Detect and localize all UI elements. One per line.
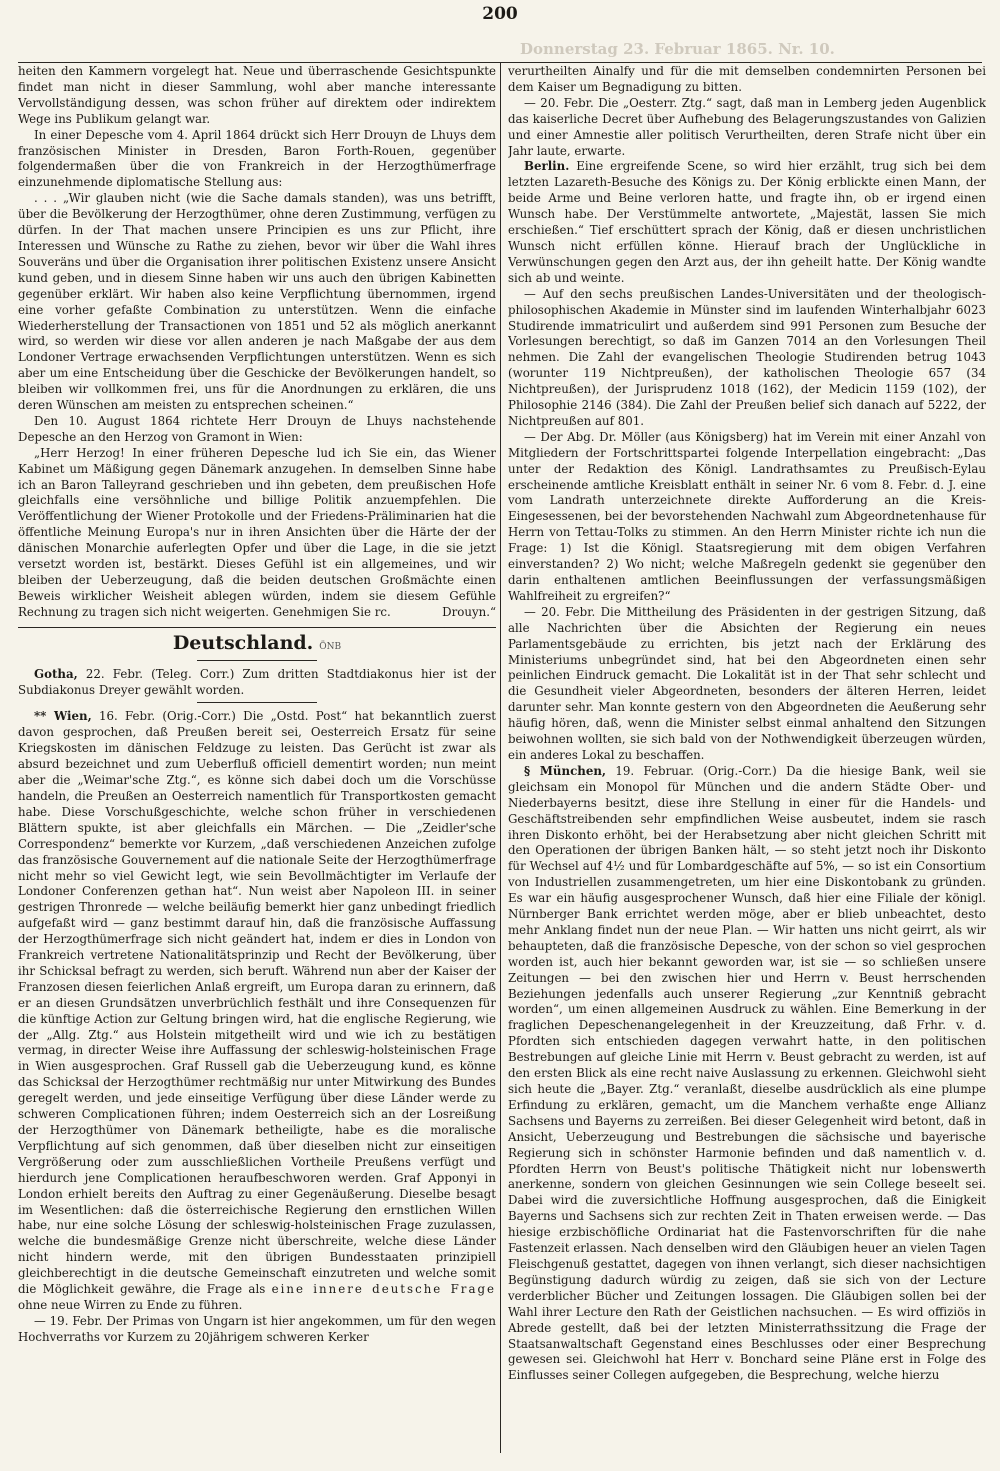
section-title: Deutschland. bbox=[172, 631, 314, 654]
article-paragraph: verurtheilten Ainalfy und für die mit demselben condemnirten Personen bei dem Kaiser um Begnadigung zu bitten. bbox=[508, 64, 986, 94]
article-paragraph: In einer Depesche vom 4. April 1864 drückt sich Herr Drouyn de Lhuys dem französischen Minister in Dresden, Baron Forth-Rouen, gegenüber folgendermaßen über die von Frankreich in der Herzogthümerfrage einzunehmende diplomatische Stellung aus: bbox=[18, 127, 496, 190]
left-column bbox=[18, 64, 496, 1457]
library-stamp: ÖNB bbox=[319, 641, 342, 652]
article-paragraph: Den 10. August 1864 richtete Herr Drouyn de Lhuys nachstehende Depesche an den Herzog von Gramont in Wien: bbox=[18, 413, 496, 444]
section-divider bbox=[18, 627, 496, 628]
dateline: ** Wien, bbox=[34, 709, 92, 724]
news-item bbox=[508, 159, 986, 286]
bleed-through-header: Donnerstag 23. Februar 1865. Nr. 10. bbox=[520, 40, 835, 58]
dispatch-text: „Herr Herzog! In einer früheren Depesche lud ich Sie ein, das Wiener Kabinet um Mäßigung gegen Dänemark anzugehen. In demselben Sinne habe ich an Baron Talleyrand geschrieben und ihn gebeten, dem preußischen Hofe gleichfalls eine versöhnliche und billige Politik anzuempfehlen. Die Veröffentlichung der Wiener Protokolle und der Friedens-Präliminarien hat die öffentliche Meinung Europa's nur in ihren Ansichten über die Härte der der dänischen Monarchie auferlegten Opfer und über die Lage, in die sie jetzt versetzt worden ist, bestärkt. Dieses Gefühl ist ein allgemeines, und wir bleiben der Ueberzeugung, daß die beiden deutschen Großmächte einen Beweis wirklicher Weisheit ablegen würden, indem sie diesem Gefühle Rechnung zu tragen sich nicht weigerten. Genehmigen Sie rc. bbox=[18, 445, 496, 619]
news-item: — 19. Febr. Der Primas von Ungarn ist hier angekommen, um für den wegen Hochverraths vor Kurzem zu 20jährigem schweren Kerker bbox=[18, 1313, 496, 1344]
column-divider bbox=[500, 62, 501, 1453]
dispatch-signature: Drouyn.“ bbox=[442, 604, 496, 619]
news-text: ohne neue Wirren zu Ende zu führen. bbox=[18, 1297, 243, 1312]
news-item bbox=[18, 667, 496, 699]
dispatch-quote bbox=[18, 446, 496, 621]
news-text: 16. Febr. (Orig.-Corr.) Die „Ostd. Post“ hat bekanntlich zuerst davon gesprochen, daß Preußen bereit sei, Oesterreich Ersatz für seine Kriegskosten im dänischen Feldzuge zu leisten. Das Gerücht ist zwar als absurd bezeichnet und zum Ueberfluß officiell dementirt worden; nun meint aber die „Weimar'sche Ztg.“, es könne sich dabei doch um die Vorschüsse handeln, die Preußen an Oesterreich namentlich für Transportkosten gemacht habe. Diese Vorschußgeschichte, welche schon früher in verschiedenen Blättern spukte, ist aber gleichfalls ein Märchen. — Die „Zeidler'sche Correspondenz“ bemerkte vor Kurzem, „daß verschiedenen Anzeichen zufolge das französische Gouvernement auf die nationale Seite der Herzogthümerfrage nicht mehr so viel Gewicht legt, wie sein Bevollmächtigter im Verlaufe der Londoner Conferenzen gethan hat“. Nun weist aber Napoleon III. in seiner gestrigen Thronrede — welche beiläufig bemerkt hier ganz unbedingt friedlich aufgefaßt wird — ganz bestimmt darauf hin, daß die französische Auffassung der Herzogthümerfrage sich nicht geändert hat, indem er dies in London von Frankreich vertretene Nationalitätsprinzip und Recht der Bevölkerung, über ihr Schicksal befragt zu werden, sich beruft. Während nun aber der Kaiser der Franzosen diesen feierlichen Anlaß ergreift, um Europa daran zu erinnern, daß er an diesen Grundsätzen unverbrüchlich festhält und ihre Consequenzen für die künftige Action zur Geltung bringen wird, hat die englische Regierung, wie der „Allg. Ztg.“ aus Holstein mitgetheilt wird und wie ich zu bestätigen vermag, in directer Weise ihre Auffassung der schleswig-holsteinischen Frage in Wien ausgesprochen. Graf Russell gab die Ueberzeugung kund, es könne das Schicksal der Herzogthümer rechtmäßig nur unter Mitwirkung des Bundes geregelt werden, und jede einseitige Verfügung über diese Länder werde zu schweren Complicationen führen; indem Oesterreich sich an der Losreißung der Herzogthümer von Dänemark betheiligte, habe es die moralische Verpflichtung auf sich genommen, daß über dieselben nicht zur einseitigen Vergrößerung oder zum ausschließlichen Vortheile Preußens verfügt und hierdurch jene Complicationen heraufbeschworen werden. Graf Apponyi in London erhielt bereits den Auftrag zu einer Gegenäußerung. Dieselbe besagt im Wesentlichen: daß die österreichische Regierung den ernstlichen Willen habe, nur eine solche Lösung der schleswig-holsteinischen Frage zuzulassen, welche die bundesmäßige Grenze nicht überschreite, welche diese Länder nicht hindern werde, mit den übrigen Bundesstaaten prinzipiell gleichberechtigt in die deutsche Gemeinschaft einzutreten und welche somit die Möglichkeit gewähre, die Frage als bbox=[18, 709, 496, 1297]
section-heading bbox=[18, 631, 496, 656]
dispatch-quote: . . . „Wir glauben nicht (wie die Sache damals standen), was uns betrifft, über die Bevölkerung der Herzogthümer, ohne deren Zustimmung, verfügen zu dürfen. In der That machen unsere Principien es uns zur Pflicht, ihre Interessen und Wünsche zu Rathe zu ziehen, bevor wir über die Wahl ihres Souveräns und über die Organisation ihrer politischen Existenz unsere Ansicht kund geben, und in diesem Sinne haben wir uns auch den übrigen Kabinetten gegenüber erklärt. Wir haben also keine Verpflichtung übernommen, irgend eine vorher gefaßte Combination zu unterstützen. Wenn die einfache Wiederherstellung der Transactionen von 1851 und 52 als möglich anerkannt wird, so werden wir diese vor allen anderen je nach Maßgabe der aus dem Londoner Vertrage erwachsenden Verpflichtungen unterstützen. Wenn es sich aber um eine Entscheidung über die Geschicke der Bevölkerungen handelt, so bleiben wir vollkommen frei, uns für die Anordnungen zu erklären, die uns deren Wünschen am meisten zu entsprechen scheinen.“ bbox=[18, 191, 496, 413]
news-item bbox=[18, 709, 496, 1313]
right-column bbox=[508, 64, 986, 1457]
article-paragraph: heiten den Kammern vorgelegt hat. Neue und überraschende Gesichtspunkte findet man nicht in dieser Sammlung, wohl aber manche interessante Vervollständigung dessen, was schon früher auf direktem oder indirektem Wege ins Publikum gelangt war. bbox=[18, 64, 496, 126]
dateline: Gotha, bbox=[34, 666, 78, 681]
section-divider bbox=[197, 660, 317, 661]
news-text: 19. Februar. (Orig.-Corr.) Da die hiesige Bank, weil sie gleichsam ein Monopol für München und die andern Städte Ober- und Niederbayerns besitzt, diese ihre Stellung in einer für die Handels- und Geschäftstreibenden sehr empfindlichen Weise ausbeutet, indem sie rasch ihren Diskonto erhöht, bei der Herabsetzung aber nicht gleichen Schritt mit den Operationen der übrigen Banken hält, — so steht jetzt noch ihr Diskonto für Wechsel auf 4½ und für Lombardgeschäfte auf 5%, — so ist ein Consortium von Industriellen zusammengetreten, um hier eine Diskontobank zu gründen. Es war ein häufig ausgesprochener Wunsch, daß hier eine Filiale der königl. Nürnberger Bank errichtet werden möge, aber er blieb unbeachtet, desto mehr Anklang findet nun der neue Plan. — Wir hatten uns nicht geirrt, als wir behaupteten, daß die französische Depesche, von der schon so viel gesprochen worden ist, auch hier bekannt geworden war, ist sie — so schließen unsere Zeitungen — bei den zwischen hier und Herrn v. Beust herrschenden Beziehungen jedenfalls auch unserer Regierung „zur Kenntniß gebracht worden“, um einen allgemeinen Ausdruck zu wählen. Eine Bemerkung in der fraglichen Depeschenangelegenheit in der Kreuzzeitung, daß Frhr. v. d. Pfordten sich entschieden dagegen verwahrt hatte, in den politischen Bestrebungen auf gleiche Linie mit Herrn v. Beust gebracht zu werden, ist auf den ersten Blick als eine recht naive Auslassung zu erkennen. Gleichwohl sieht sich heute die „Bayer. Ztg.“ veranlaßt, dieselbe ausdrücklich als eine plumpe Erfindung zu erklären, gemacht, um die Manchem verhaßte enge Allianz Sachsens und Bayerns zu zerreißen. Bei dieser Gelegenheit wird betont, daß in Ansicht, Ueberzeugung und Bestrebungen die sächsische und bayerische Regierung sich in schönster Harmonie befinden und daß namentlich v. d. Pfordten Herrn von Beust's politische Thätigkeit nicht nur lobenswerth anerkenne, sondern von gleichen Gesinnungen wie sein College beseelt sei. Dabei wird die zuversichtliche Hoffnung ausgesprochen, daß die Einigkeit Bayerns und Sachsens sich zur rechten Zeit in Thaten erweisen werde. — Das hiesige erzbischöfliche Ordinariat hat die Fastenvorschriften für die nahe Fastenzeit erlassen. Nach denselben wird den Gläubigen heuer an vielen Tagen Fleischgenuß gestattet, dagegen von ihnen verlangt, sich dieser nachsichtigen Begünstigung dadurch würdig zu zeigen, daß sie sich von der Lecture verderblicher Bücher und Zeitungen lossagen. Die Gläubigen sollen bei der Wahl ihrer Lecture den Rath der Geistlichen nachsuchen. — Es wird offiziös in Abrede gestellt, daß bei der letzten Ministerrathssitzung die Frage der Staatsanwaltschaft Gegenstand eines Beschlusses oder einer Besprechung gewesen sei. Gleichwohl hat Herr v. Bonchard seine Pläne erst in Folge des Einflusses seiner Collegen aufgegeben, die Besprechung, welche hierzu bbox=[508, 763, 986, 1383]
news-item: — 20. Febr. Die Mittheilung des Präsidenten in der gestrigen Sitzung, daß alle Nachrichten über die Absichten der Regierung ein neues Parlamentsgebäude zu errichten, bis jetzt nach der Erklärung des Ministeriums unbegründet sind, hat bei den Abgeordneten einen sehr peinlichen Eindruck gemacht. Die Lokalität ist in der That sehr schlecht und die Gesundheit vieler Abgeordneten, besonders der älteren Herren, leidet darunter sehr. Man konnte gestern von den Abgeordneten die Aeußerung sehr häufig hören, daß, wenn die Minister selbst einmal anhaltend den Sitzungen beiwohnen wollten, sie sich bald von der Nothwendigkeit überzeugen würden, ein anderes Lokal zu beschaffen. bbox=[508, 604, 986, 762]
news-item: — Der Abg. Dr. Möller (aus Königsberg) hat im Verein mit einer Anzahl von Mitgliedern der Fortschrittspartei folgende Interpellation eingebracht: „Das unter der Redaktion des Königl. Landrathsamtes zu Preußisch-Eylau erscheinende amtliche Kreisblatt enthält in seiner Nr. 6 vom 8. Febr. d. J. eine vom Landrath unterzeichnete direkte Aufforderung an die Kreis-Eingesessenen, bei der bevorstehenden Nachwahl zum Abgeordnetenhause für Herrn von Tettau-Tolks zu stimmen. An den Herrn Minister richte ich nun die Frage: 1) Ist die Königl. Staatsregierung mit dem obigen Verfahren einverstanden? 2) Wo nicht; welche Maßregeln gedenkt sie gegenüber den darin enthaltenen amtlichen Beeinflussungen der verfassungsmäßigen Wahlfreiheit zu ergreifen?“ bbox=[508, 429, 986, 603]
news-item: — 20. Febr. Die „Oesterr. Ztg.“ sagt, daß man in Lemberg jeden Augenblick das kaiserliche Decret über Aufhebung des Belagerungszustandes von Galizien und einer Amnestie aller politisch Verurtheilten, deren Strafe nicht über ein Jahr laute, erwarte. bbox=[508, 95, 986, 158]
dateline: § München, bbox=[524, 763, 607, 778]
item-divider bbox=[197, 702, 317, 703]
dateline: Berlin. bbox=[524, 159, 570, 174]
news-text: 22. Febr. (Teleg. Corr.) Zum dritten Stadtdiakonus hier ist der Subdiakonus Dreyer gewählt worden. bbox=[18, 666, 496, 697]
emphasis-text: eine innere deutsche Frage bbox=[271, 1282, 496, 1297]
news-text: Eine ergreifende Scene, so wird hier erzählt, trug sich bei dem letzten Lazareth-Besuche des Königs zu. Der König erblickte einen Mann, der beide Arme und Beine verloren hatte, und fragte ihn, ob er irgend einen Wunsch habe. Der Verstümmelte antwortete, „Majestät, lassen Sie mich erschießen.“ Tief erschüttert sprach der König, daß er diesen unchristlichen Wunsch nicht erfüllen könne. Hierauf brach der Unglückliche in Verwünschungen gegen den Arzt aus, der ihn geheilt hatte. Der König wandte sich ab und weinte. bbox=[508, 159, 986, 285]
page-number: 200 bbox=[482, 4, 518, 24]
news-item: — Auf den sechs preußischen Landes-Universitäten und der theologisch-philosophischen Akademie in Münster sind im laufenden Winterhalbjahr 6023 Studirende immatriculirt und außerdem sind 991 Personen zum Besuche der Vorlesungen berechtigt, so daß im Ganzen 7014 an den Vorlesungen Theil nehmen. Die Zahl der evangelischen Theologie Studirenden betrug 1043 (worunter 119 Nichtpreußen), der katholischen Theologie 657 (34 Nichtpreußen), der Jurisprudenz 1018 (162), der Medicin 1159 (102), der Philosophie 2146 (384). Die Zahl der Preußen belief sich danach auf 5222, der Nichtpreußen auf 801. bbox=[508, 286, 986, 428]
news-item bbox=[508, 764, 986, 1384]
